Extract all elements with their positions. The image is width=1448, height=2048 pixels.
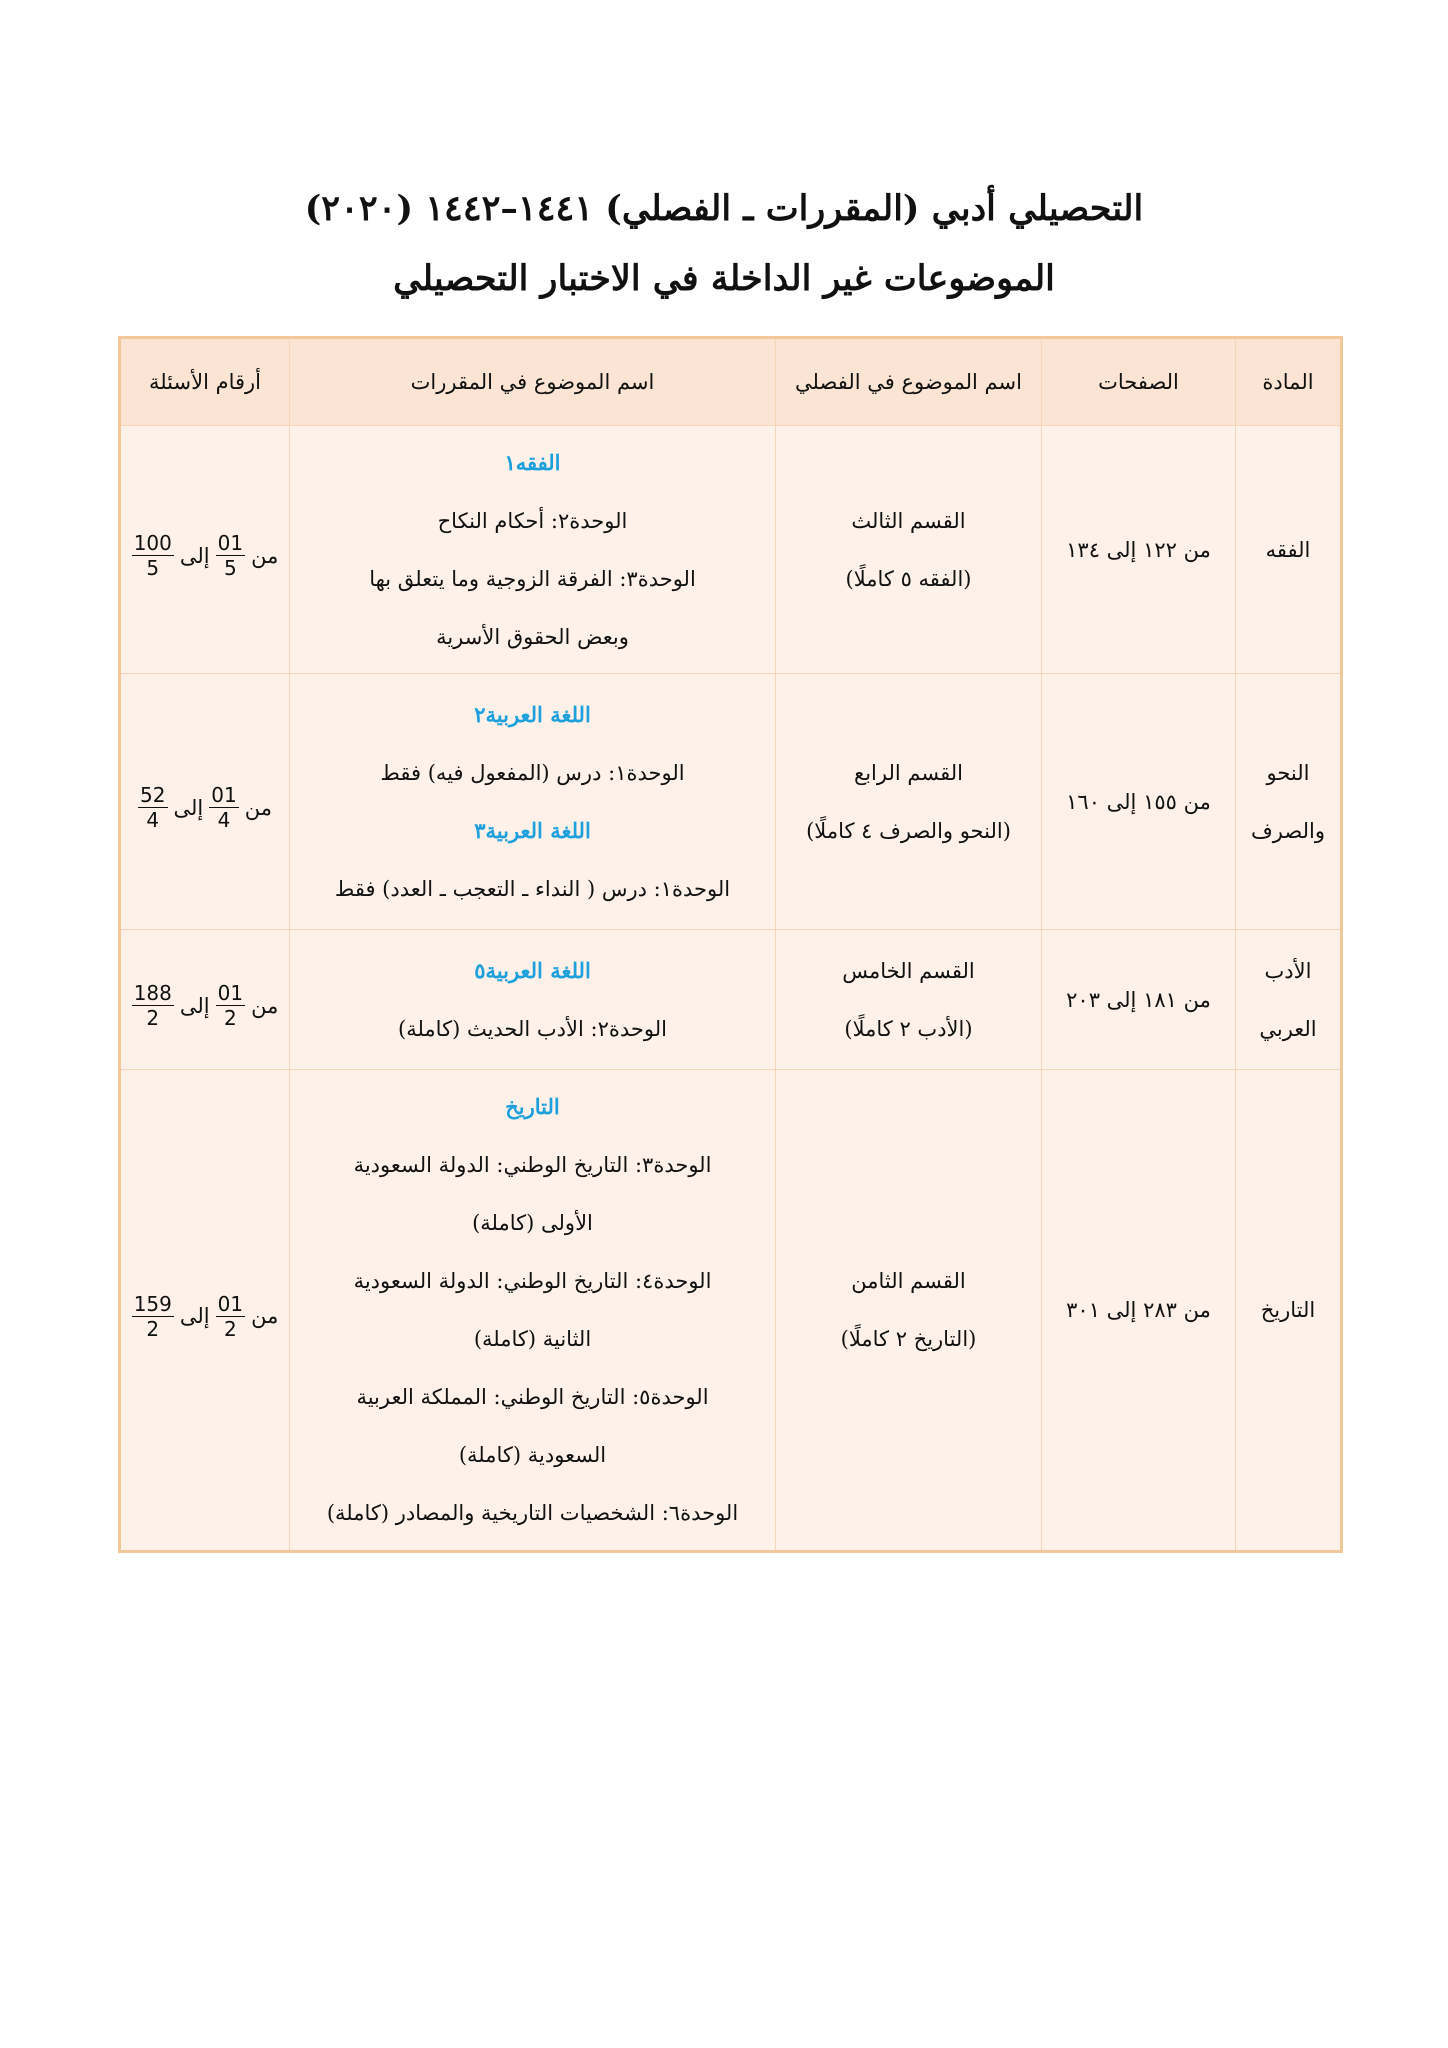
course-unit: الوحدة٢: الأدب الحديث (كاملة) (398, 1016, 667, 1041)
semester-section: القسم الثالث (851, 508, 966, 533)
semester-scope: (الفقه ٥ كاملًا) (845, 566, 972, 591)
fraction-denominator: 4 (146, 808, 160, 833)
cell-pages: من ١٥٥ إلى ١٦٠ (1042, 674, 1236, 930)
course-unit: الوحدة٦: الشخصيات التاريخية والمصادر (كاملة) (326, 1501, 739, 1525)
cell-topic-semester (776, 1070, 1042, 1552)
semester-section: القسم الثامن (851, 1269, 966, 1293)
fraction-denominator: 2 (146, 1316, 160, 1341)
course-unit: السعودية (كاملة) (458, 1443, 607, 1467)
fraction-numerator: 159 (133, 1291, 172, 1316)
header-topic-semester: اسم الموضوع في الفصلي (776, 338, 1042, 426)
header-question-numbers: أرقام الأسئلة (120, 338, 290, 426)
cell-subject: الفقه (1236, 426, 1342, 674)
course-unit: الوحدة٥: التاريخ الوطني: المملكة العربية (356, 1385, 709, 1409)
fraction-to (132, 531, 174, 580)
course-unit: الوحدة١: درس (المفعول فيه) فقط (380, 760, 685, 785)
to-word: إلى (179, 993, 210, 1018)
from-word: من (244, 795, 272, 820)
cell-topic-semester (776, 674, 1042, 930)
fraction-from (216, 531, 245, 580)
fraction-numerator: 01 (217, 531, 244, 556)
cell-topic-semester (776, 930, 1042, 1070)
fraction-denominator: 5 (223, 556, 237, 581)
course-unit: الأولى (كاملة) (472, 1211, 593, 1235)
table-header-row (120, 338, 1342, 426)
table-row (120, 1070, 1342, 1552)
cell-pages: من ٢٨٣ إلى ٣٠١ (1042, 1070, 1236, 1552)
course-unit: الوحدة٢: أحكام النكاح (437, 508, 628, 533)
fraction-numerator: 01 (217, 981, 244, 1006)
fraction-denominator: 5 (146, 556, 160, 581)
fraction-from (216, 1292, 245, 1341)
document-subtitle: الموضوعات غير الداخلة في الاختبار التحصيلي (393, 258, 1055, 299)
fraction-from (209, 783, 238, 832)
cell-question-numbers (120, 426, 290, 674)
course-unit: الثانية (كاملة) (473, 1327, 592, 1351)
header-topic-courses: اسم الموضوع في المقررات (290, 338, 776, 426)
question-range (132, 977, 279, 1035)
table-row (120, 674, 1342, 930)
from-word: من (251, 543, 279, 568)
fraction-to (132, 981, 174, 1030)
fraction-denominator: 2 (223, 1006, 237, 1031)
course-title: اللغة العربية٣ (474, 817, 591, 843)
fraction-numerator: 188 (133, 981, 172, 1006)
cell-topic-courses (290, 930, 776, 1070)
course-unit: الوحدة٤: التاريخ الوطني: الدولة السعودية (353, 1269, 712, 1293)
question-range (138, 779, 272, 837)
question-range (132, 1287, 279, 1345)
to-word: إلى (173, 795, 204, 820)
semester-scope: (الأدب ٢ كاملًا) (844, 1016, 973, 1041)
fraction-numerator: 52 (140, 783, 166, 808)
cell-subject: الأدب العربي (1236, 930, 1342, 1070)
cell-question-numbers (120, 674, 290, 930)
fraction-denominator: 4 (217, 808, 231, 833)
fraction-denominator: 2 (146, 1006, 160, 1031)
to-word: إلى (179, 543, 210, 568)
cell-topic-courses (290, 1070, 776, 1552)
cell-question-numbers (120, 1070, 290, 1552)
fraction-from (216, 981, 245, 1030)
question-range (132, 527, 279, 585)
table-row (120, 930, 1342, 1070)
fraction-denominator: 2 (223, 1316, 237, 1341)
document-title: التحصيلي أدبي (المقررات ـ الفصلي) ١٤٤١–١٤٤٢ (٢٠٢٠) (304, 188, 1144, 229)
course-unit: الوحدة١: درس ( النداء ـ التعجب ـ العدد) فقط (334, 876, 731, 901)
course-unit: وبعض الحقوق الأسرية (436, 624, 629, 649)
header-pages: الصفحات (1042, 338, 1236, 426)
from-word: من (251, 993, 279, 1018)
document-header (0, 186, 1448, 302)
cell-topic-courses (290, 426, 776, 674)
cell-subject: النحو والصرف (1236, 674, 1342, 930)
fraction-to (132, 1292, 174, 1341)
cell-pages: من ١٨١ إلى ٢٠٣ (1042, 930, 1236, 1070)
cell-topic-semester (776, 426, 1042, 674)
semester-scope: (التاريخ ٢ كاملًا) (840, 1327, 977, 1351)
course-title: التاريخ (505, 1094, 560, 1119)
fraction-numerator: 01 (211, 783, 237, 808)
fraction-numerator: 100 (133, 531, 172, 556)
fraction-numerator: 01 (217, 1291, 244, 1316)
to-word: إلى (179, 1304, 210, 1329)
cell-subject: التاريخ (1236, 1070, 1342, 1552)
fraction-to (138, 783, 167, 832)
header-subject: المادة (1236, 338, 1342, 426)
course-unit: الوحدة٣: الفرقة الزوجية وما يتعلق بها (369, 566, 696, 591)
cell-question-numbers (120, 930, 290, 1070)
semester-section: القسم الرابع (854, 760, 963, 785)
course-title: اللغة العربية٢ (474, 701, 591, 727)
cell-pages: من ١٢٢ إلى ١٣٤ (1042, 426, 1236, 674)
semester-section: القسم الخامس (842, 958, 975, 983)
from-word: من (251, 1304, 279, 1329)
course-unit: الوحدة٣: التاريخ الوطني: الدولة السعودية (353, 1153, 712, 1177)
course-title: الفقه١ (504, 449, 561, 475)
course-title: اللغة العربية٥ (474, 957, 591, 983)
excluded-topics-table (118, 336, 1343, 1553)
table-row (120, 426, 1342, 674)
semester-scope: (النحو والصرف ٤ كاملًا) (806, 818, 1011, 843)
cell-topic-courses (290, 674, 776, 930)
